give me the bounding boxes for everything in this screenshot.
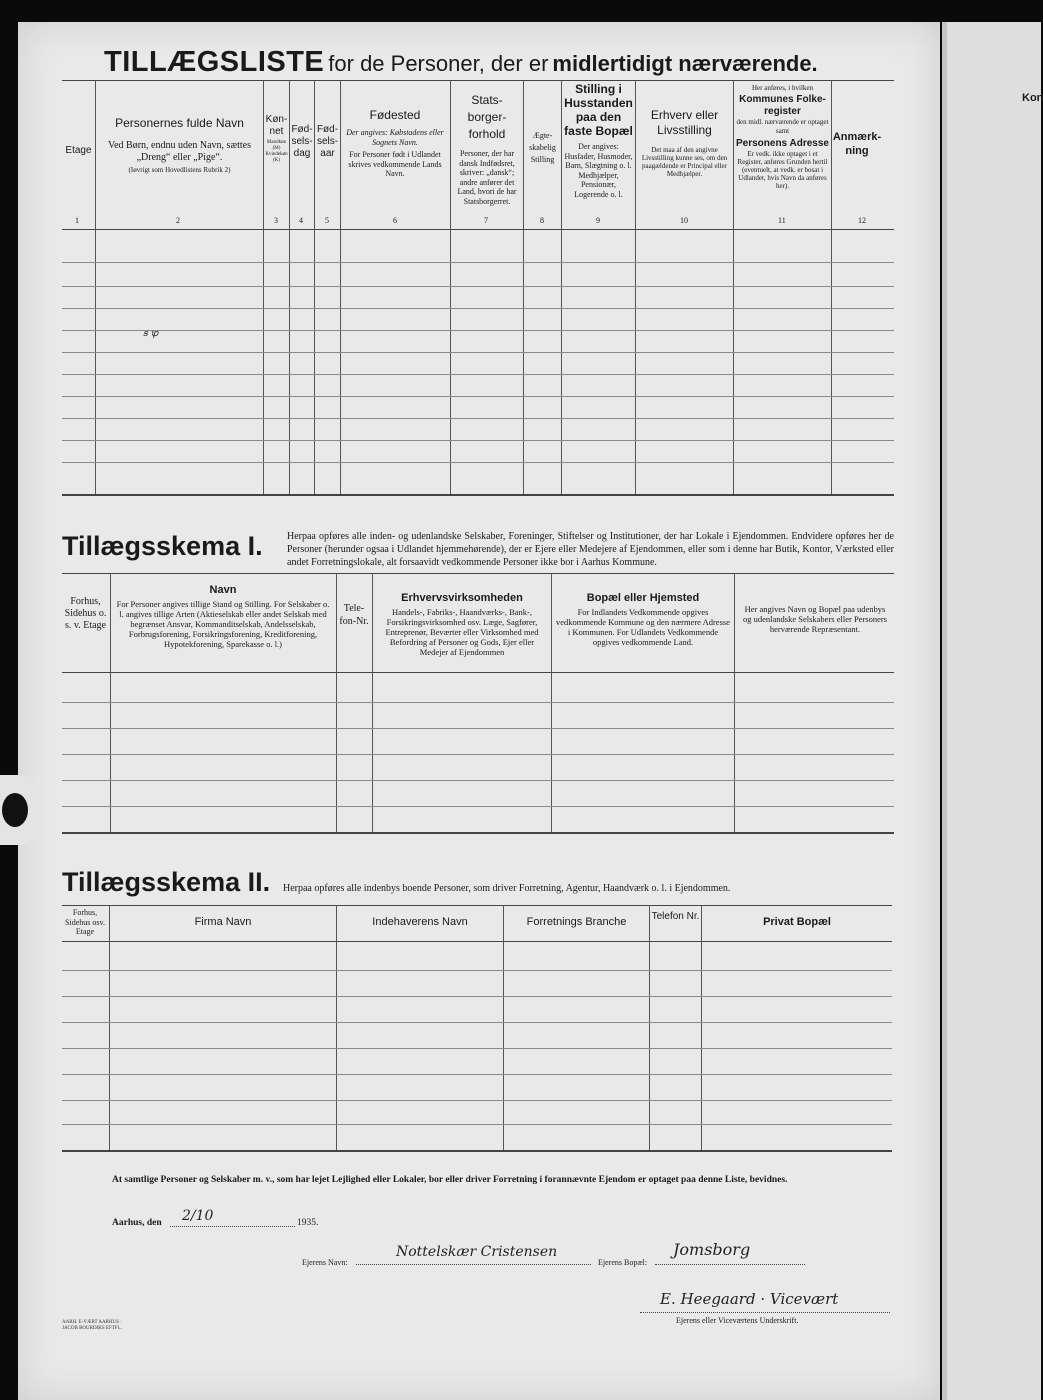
list-row xyxy=(62,286,894,287)
col-number: 6 xyxy=(393,216,397,225)
list-row xyxy=(62,374,894,375)
list-col-divider xyxy=(561,80,562,494)
adjacent-page-text: Kon xyxy=(1022,92,1043,104)
skema1-col-phone-header: Tele-fon-Nr. xyxy=(339,603,369,627)
title-end: midlertidigt nærværende. xyxy=(552,51,818,76)
col-household-header: Stilling i Husstanden paa den faste Bopæl Der angives: Husfader, Husmoder, Barn, Slægtning o. l. Medhjælper, Pensionær, Logerende o. l. xyxy=(564,82,633,199)
list-col-divider xyxy=(450,80,451,494)
owner-name-label: Ejerens Navn: xyxy=(302,1258,348,1267)
list-col-divider xyxy=(340,80,341,494)
title-main: TILLÆGSLISTE xyxy=(104,46,325,78)
col-occupation-header: Erhverv eller Livsstilling Det maa af den angivne Livsstilling kunne ses, om den paagældende er Principal eller Medhjælper. xyxy=(641,108,728,178)
skema2-row xyxy=(62,1022,892,1023)
skema1-bottom-rule xyxy=(62,832,894,834)
skema1-note: Herpaa opføres alle inden- og udenlandske Selskaber, Foreninger, Stiftelser og Institutioner, der har Lokale i Ejendommen. Endvidere opføres her de Personer (herunder ogsaa i Udlandet hjemmehørende), der er Ejere eller Medejere af Ejendommen, eller som i denne har Butik, Kontor, Værksted eller andet Forretningslokale, alt forsaavidt vedkommende Personer ikke bor i Aarhus Kommune. xyxy=(287,531,894,568)
skema1-row xyxy=(62,702,894,703)
col-marital-header: Ægte-skabelig Stilling xyxy=(529,131,556,164)
skema2-top-rule xyxy=(62,905,892,906)
title-middle: for de Personer, der er xyxy=(328,51,549,76)
date-line xyxy=(170,1208,295,1227)
col-number: 12 xyxy=(858,216,866,225)
col-citizenship-header: Stats-borger-forhold Personer, der har dansk Indfødsret, skriver: „dansk“; andre anfører det Land, hvori de har Statsborgerret. xyxy=(457,93,517,206)
skema2-header-rule xyxy=(62,941,892,942)
skema1-col-representative-header: Her angives Navn og Bopæl paa udenbys og udenlandske Selskabers eller Personers herværende Repræsentant. xyxy=(743,604,887,634)
col-number: 3 xyxy=(274,216,278,225)
col-address-header: Her anføres, i hvilken Kommunes Folke-register den midl. nærværende er optaget samt Personens Adresse Er vedk. ikke optaget i et Register, anføres Grunden hertil (eventuelt, at vedk. er bosat i Udlandet, hvis Navn da anføres her). xyxy=(735,84,829,190)
list-bottom-rule xyxy=(62,494,894,496)
skema1-row xyxy=(62,728,894,729)
signature-handwritten: E. Heegaard · Vicevært xyxy=(660,1290,839,1308)
year-label: 1935. xyxy=(297,1218,319,1228)
col-birthday-header: Fød-sels-dag xyxy=(291,124,313,159)
skema1-title: Tillægsskema I. xyxy=(62,531,263,561)
skema2-row xyxy=(62,970,892,971)
skema2-col-phone-header: Telefon Nr. xyxy=(651,911,700,922)
signature-line xyxy=(640,1290,890,1313)
skema1-row xyxy=(62,780,894,781)
col-number: 1 xyxy=(75,216,79,225)
owner-address-label: Ejerens Bopæl: xyxy=(598,1258,648,1267)
skema1-header-rule xyxy=(62,672,894,673)
list-col-divider xyxy=(733,80,734,494)
list-row xyxy=(62,440,894,441)
skema2-row xyxy=(62,1048,892,1049)
list-row xyxy=(62,396,894,397)
col-number: 10 xyxy=(680,216,688,225)
list-row xyxy=(62,418,894,419)
adjacent-page xyxy=(942,22,1041,1400)
list-top-rule xyxy=(62,80,894,81)
skema2-row xyxy=(62,1074,892,1075)
skema2-col-divider xyxy=(336,905,337,1150)
skema2-col-etage-header: Forhus, Sidehus osv. Etage xyxy=(65,908,105,936)
scribble-mark: ꞩ ꝕ xyxy=(143,329,159,339)
binding-hole xyxy=(2,793,28,827)
skema2-title: Tillægsskema II. xyxy=(62,867,271,897)
col-etage-header: Etage xyxy=(65,145,92,156)
col-number: 11 xyxy=(778,216,786,225)
col-name-header: Personernes fulde Navn Ved Børn, endnu uden Navn, sættes „Dreng“ eller „Pige“. (Iøvrigt som Hovedlistens Rubrik 2) xyxy=(107,116,252,174)
skema1-top-rule xyxy=(62,573,894,574)
list-col-divider xyxy=(635,80,636,494)
list-row xyxy=(62,330,894,331)
col-number: 9 xyxy=(596,216,600,225)
signature-label: Ejerens eller Viceværtens Underskrift. xyxy=(676,1316,799,1325)
col-number: 7 xyxy=(484,216,488,225)
skema2-row xyxy=(62,996,892,997)
col-number: 4 xyxy=(299,216,303,225)
skema2-bottom-rule xyxy=(62,1150,892,1152)
skema2-col-firm-header: Firma Navn xyxy=(194,916,252,928)
attestation-text: At samtlige Personer og Selskaber m. v., som har lejet Lejlighed eller Lokaler, bor eller driver Forretning i forannævnte Ejendom er optaget paa denne Liste, bevidnes. xyxy=(112,1175,788,1185)
binding-clip xyxy=(0,775,40,845)
skema2-col-branch-header: Forretnings Branche xyxy=(526,916,627,928)
owner-name-line xyxy=(356,1246,591,1265)
skema1-col-etage-header: Forhus, Sidehus o. s. v. Etage xyxy=(64,596,107,631)
skema1-col-business-header: Erhvervsvirksomheden Handels-, Fabriks-, Haandværks-, Bank-, Forsikringsvirksomhed osv. Læge, Sagfører, Entreprenør, Beværter eller Virksomhed med Befordring af Personer og Gods, Ejer eller Medejer af Ejendommen xyxy=(385,592,539,657)
skema2-col-owner-header: Indehaverens Navn xyxy=(372,916,468,928)
owner-address-handwritten: Jomsborg xyxy=(673,1240,751,1259)
skema1-col-name-header: Navn For Personer angives tillige Stand og Stilling. For Selskaber o. l. angives tillige Arten (Aktieselskab eller andet Selskab med begrænset Ansvar, Kommanditselskab, Andelsselskab, Forbrugsforening, Forsikringsforening, Kreditforening, Hypotekforening, Sparekasse o. l.) xyxy=(116,584,330,649)
skema2-col-private-header: Privat Bopæl xyxy=(763,916,831,928)
skema1-row xyxy=(62,754,894,755)
col-gender-header: Køn-net Mandkøn (M) Kvindekøn (K) xyxy=(265,114,288,163)
skema2-col-divider xyxy=(109,905,110,1150)
col-number: 5 xyxy=(325,216,329,225)
col-birthplace-header: Fødested Der angives: Købstadens eller Sognets Navn. For Personer født i Udlandet skrives vedkommende Lands Navn. xyxy=(346,108,444,178)
skema2-row xyxy=(62,1124,892,1125)
col-number: 8 xyxy=(540,216,544,225)
date-handwritten: 2/10 xyxy=(182,1208,214,1224)
col-birthyear-header: Fød-sels-aar xyxy=(316,124,339,159)
list-row xyxy=(62,308,894,309)
list-row xyxy=(62,352,894,353)
list-header-rule xyxy=(62,229,894,230)
list-row xyxy=(62,262,894,263)
owner-name-handwritten: Nottelskær Cristensen xyxy=(396,1244,558,1260)
printer-mark: AARH. E-VÆRT AARHUS · JACOB BOURDIKS EFTFL. xyxy=(62,1320,122,1331)
page-edge xyxy=(942,22,947,1400)
col-number: 2 xyxy=(176,216,180,225)
owner-address-line xyxy=(655,1240,805,1265)
skema2-col-divider xyxy=(649,905,650,1150)
date-place-label: Aarhus, den xyxy=(112,1218,162,1228)
skema2-col-divider xyxy=(701,905,702,1150)
page-title xyxy=(104,46,818,79)
list-row xyxy=(62,462,894,463)
skema2-row xyxy=(62,1100,892,1101)
skema2-col-divider xyxy=(503,905,504,1150)
list-col-divider xyxy=(95,80,96,494)
skema2-note: Herpaa opføres alle indenbys boende Personer, som driver Forretning, Agentur, Haandværk o. l. i Ejendommen. xyxy=(283,883,731,894)
skema1-row xyxy=(62,806,894,807)
col-remark-header: Anmærk-ning xyxy=(832,131,882,157)
skema1-col-residence-header: Bopæl eller Hjemsted For Indlandets Vedkommende opgives vedkommende Kommune og den nærmere Adresse i Kommunen. For Udlandets Vedkommende opgives vedkommende Land. xyxy=(556,592,730,647)
